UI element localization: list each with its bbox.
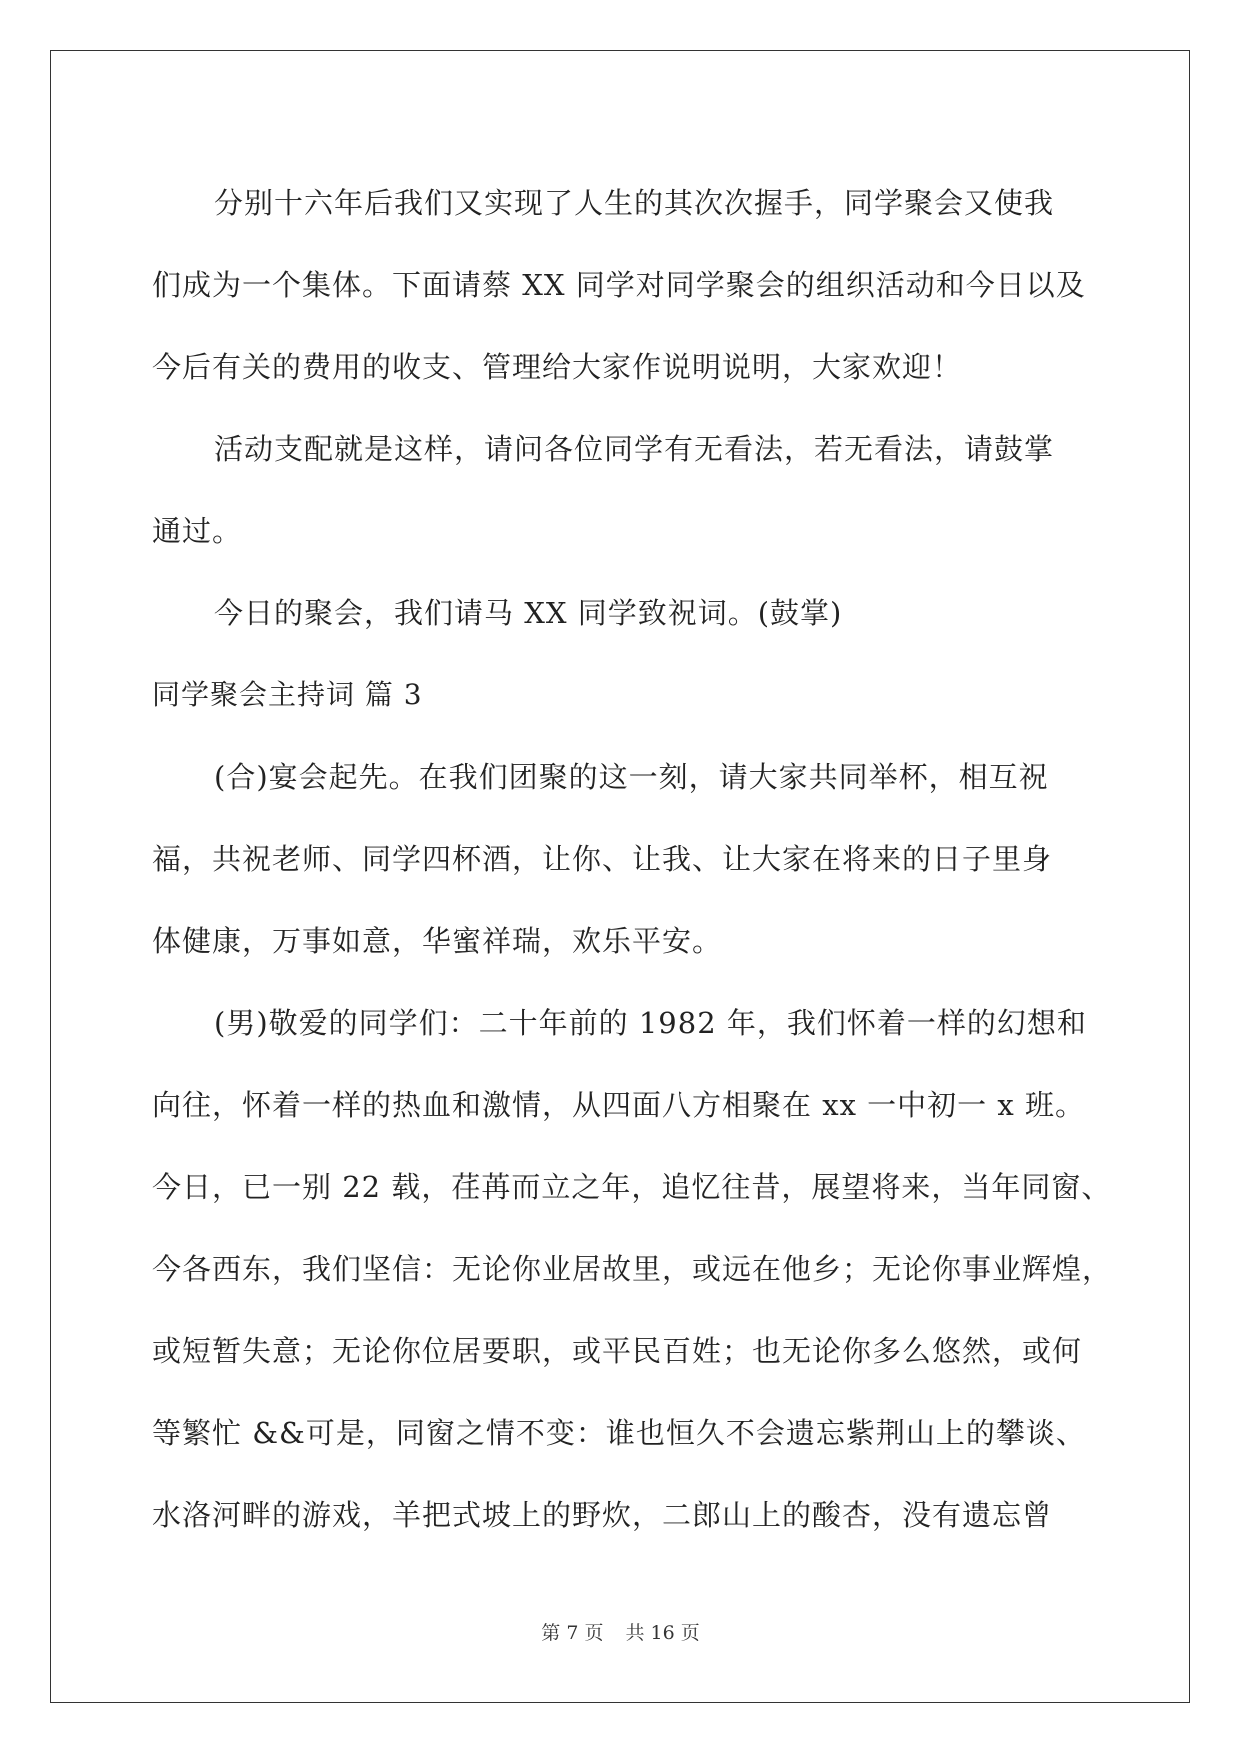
text-line: 今后有关的费用的收支、管理给大家作说明说明，大家欢迎！: [152, 350, 963, 384]
text-line: (男)敬爱的同学们：二十年前的 1982 年，我们怀着一样的幻想和: [214, 1006, 1087, 1040]
section-heading: 同学聚会主持词 篇 3: [152, 678, 423, 711]
text-line: 体健康，万事如意，华蜜祥瑞，欢乐平安。: [152, 924, 723, 958]
page-number: 第 7 页: [541, 1622, 604, 1644]
text-line: 今日的聚会，我们请马 XX 同学致祝词。(鼓掌): [214, 596, 843, 630]
text-line: 们成为一个集体。下面请蔡 XX 同学对同学聚会的组织活动和今日以及: [152, 268, 1086, 302]
document-body: [152, 162, 1113, 1556]
text-line: 通过。: [152, 514, 243, 548]
text-line: 今各西东，我们坚信：无论你业居故里，或远在他乡；无论你事业辉煌，: [152, 1252, 1113, 1286]
text-line: (合)宴会起先。在我们团聚的这一刻，请大家共同举杯，相互祝: [214, 760, 1049, 794]
text-line: 向往，怀着一样的热血和激情，从四面八方相聚在 xx 一中初一 x 班。: [152, 1088, 1085, 1122]
page-footer: [0, 1618, 1241, 1645]
text-line: 福，共祝老师、同学四杯酒，让你、让我、让大家在将来的日子里身: [152, 842, 1053, 876]
page-total: 共 16 页: [625, 1622, 700, 1644]
text-line: 或短暂失意；无论你位居要职，或平民百姓；也无论你多么悠然，或何: [152, 1334, 1083, 1368]
text-line: 分别十六年后我们又实现了人生的其次次握手，同学聚会又使我: [214, 186, 1055, 220]
text-line: 活动支配就是这样，请问各位同学有无看法，若无看法，请鼓掌: [214, 432, 1055, 466]
text-line: 今日，已一别 22 载，荏苒而立之年，追忆往昔，展望将来，当年同窗、: [152, 1170, 1112, 1204]
text-line: 水洛河畔的游戏，羊把式坡上的野炊，二郎山上的酸杏，没有遗忘曾: [152, 1498, 1053, 1532]
text-line: 等繁忙 &&可是，同窗之情不变：谁也恒久不会遗忘紫荆山上的攀谈、: [152, 1416, 1086, 1450]
